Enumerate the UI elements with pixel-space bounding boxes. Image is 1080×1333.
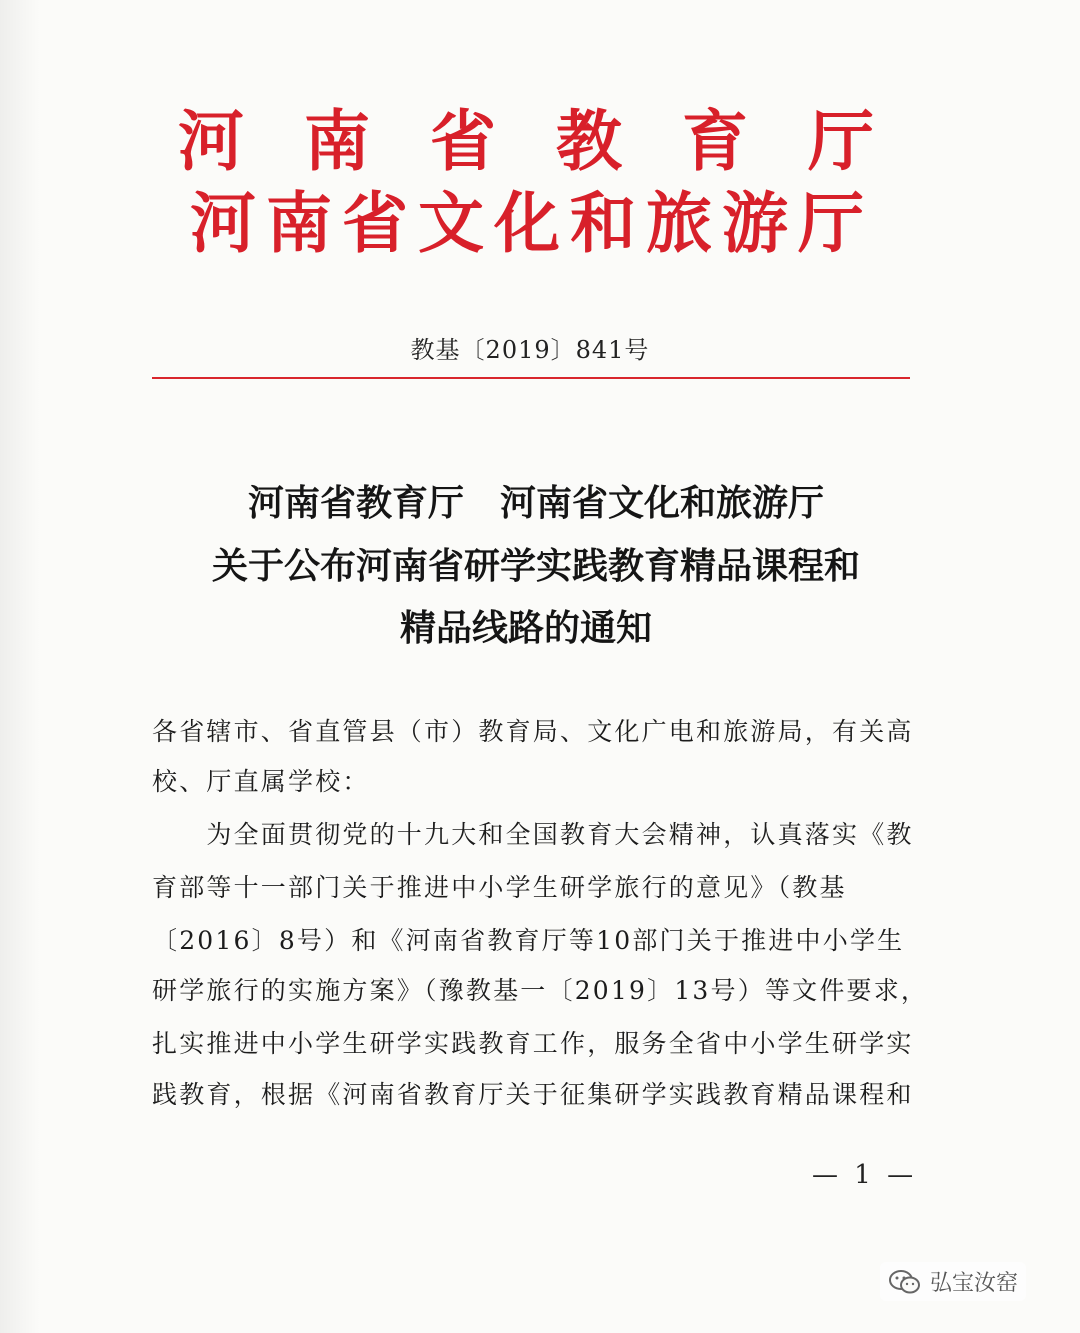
page-number: — 1 — [812, 1160, 918, 1190]
watermark-text: 弘宝汝窑 [930, 1271, 1019, 1296]
notice-title-line-1: 河南省教育厅 河南省文化和旅游厅 [247, 483, 824, 524]
body-line: 研学旅行的实施方案》（豫教基一〔2019〕13号）等文件要求， [152, 976, 929, 1005]
issuing-agency-1: 河南省教育厅 [178, 102, 934, 180]
body-line: 践教育，根据《河南省教育厅关于征集研学实践教育精品课程和 [152, 1080, 914, 1109]
red-divider-rule [152, 377, 910, 379]
body-line: 扎实推进中小学生研学实践教育工作，服务全省中小学生研学实 [152, 1029, 914, 1058]
wechat-icon [888, 1269, 922, 1295]
body-line: 校、厅直属学校： [152, 767, 370, 796]
document-number: 教基〔2019〕841号 [410, 336, 650, 364]
issuing-agency-2: 河南省文化和旅游厅 [190, 184, 874, 262]
body-line: 各省辖市、省直管县（市）教育局、文化广电和旅游局，有关高 [152, 717, 914, 746]
notice-title-line-3: 精品线路的通知 [399, 608, 652, 649]
body-line: 育部等十一部门关于推进中小学生研学旅行的意见》（教基 [152, 873, 847, 902]
wechat-watermark [880, 1262, 1026, 1301]
notice-title-line-2: 关于公布河南省研学实践教育精品课程和 [211, 546, 860, 587]
body-line: 为全面贯彻党的十九大和全国教育大会精神，认真落实《教 [152, 820, 914, 849]
body-line: 〔2016〕8号）和《河南省教育厅等10部门关于推进中小学生 [152, 926, 905, 955]
